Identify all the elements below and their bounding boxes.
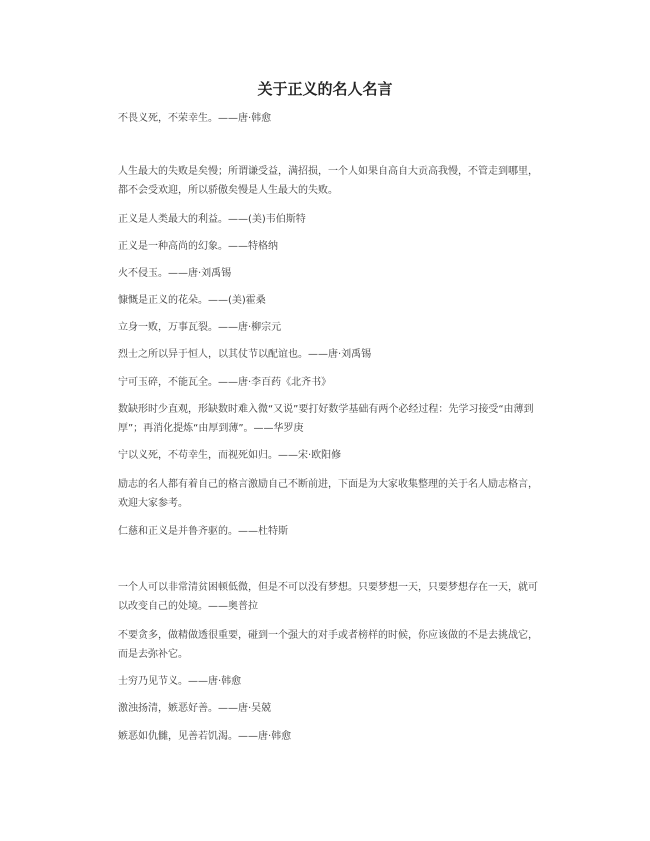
quote-paragraph: 士穷乃见节义。——唐·韩愈 [118, 676, 242, 687]
quote-paragraph: 激浊扬清，嫉恶好善。——唐·吴兢 [118, 703, 272, 714]
quote-paragraph: 励志的名人都有着自己的格言激励自己不断前进，下面是为大家收集整理的关于名人励志格言，欢迎大家参考。 [118, 479, 538, 509]
quote-paragraph: 慷慨是正义的花朵。——(美)霍桑 [118, 295, 266, 306]
quote-paragraph: 烈士之所以异于恒人，以其仗节以配谊也。——唐·刘禹锡 [118, 349, 372, 360]
quote-paragraph: 一个人可以非常清贫困顿低微，但是不可以没有梦想。只要梦想一天，只要梦想存在一天，就可以改变自己的处境。——奥普拉 [118, 582, 538, 612]
quote-paragraph: 人生最大的失败是矣慢；所谓谦受益，满招损，一个人如果自高自大贡高我慢，不管走到哪里，都不会受欢迎，所以骄傲矣慢是人生最大的失败。 [118, 166, 538, 196]
quote-paragraph: 立身一败，万事瓦裂。——唐·柳宗元 [118, 322, 282, 333]
quote-paragraph: 宁可玉碎，不能瓦全。——唐·李百药《北齐书》 [118, 377, 332, 388]
quote-paragraph: 不要贪多，做精做透很重要，碰到一个强大的对手或者榜样的时候，你应该做的不是去挑战它，而是去弥补它。 [118, 630, 538, 660]
quote-paragraph: 数缺形时少直观，形缺数时难入微“又说”要打好数学基础有两个必经过程：先学习接受“由薄到厚”；再消化提炼“由厚到薄”。——华罗庚 [118, 404, 534, 434]
quote-paragraph: 宁以义死，不苟幸生，而视死如归。——宋·欧阳修 [118, 450, 342, 461]
quote-paragraph: 火不侵玉。——唐·刘禹锡 [118, 268, 232, 279]
quote-paragraph: 仁慈和正义是并鲁齐驱的。——杜特斯 [118, 526, 288, 537]
quote-paragraph: 嫉恶如仇雠，见善若饥渴。——唐·韩愈 [118, 731, 292, 742]
quote-paragraph: 不畏义死，不荣幸生。——唐·韩愈 [118, 113, 272, 124]
quote-paragraph: 正义是人类最大的利益。——(美)韦伯斯特 [118, 214, 306, 225]
page-title: 关于正义的名人名言 [257, 80, 393, 98]
quote-paragraph: 正义是一种高尚的幻象。——特格纳 [118, 241, 278, 252]
